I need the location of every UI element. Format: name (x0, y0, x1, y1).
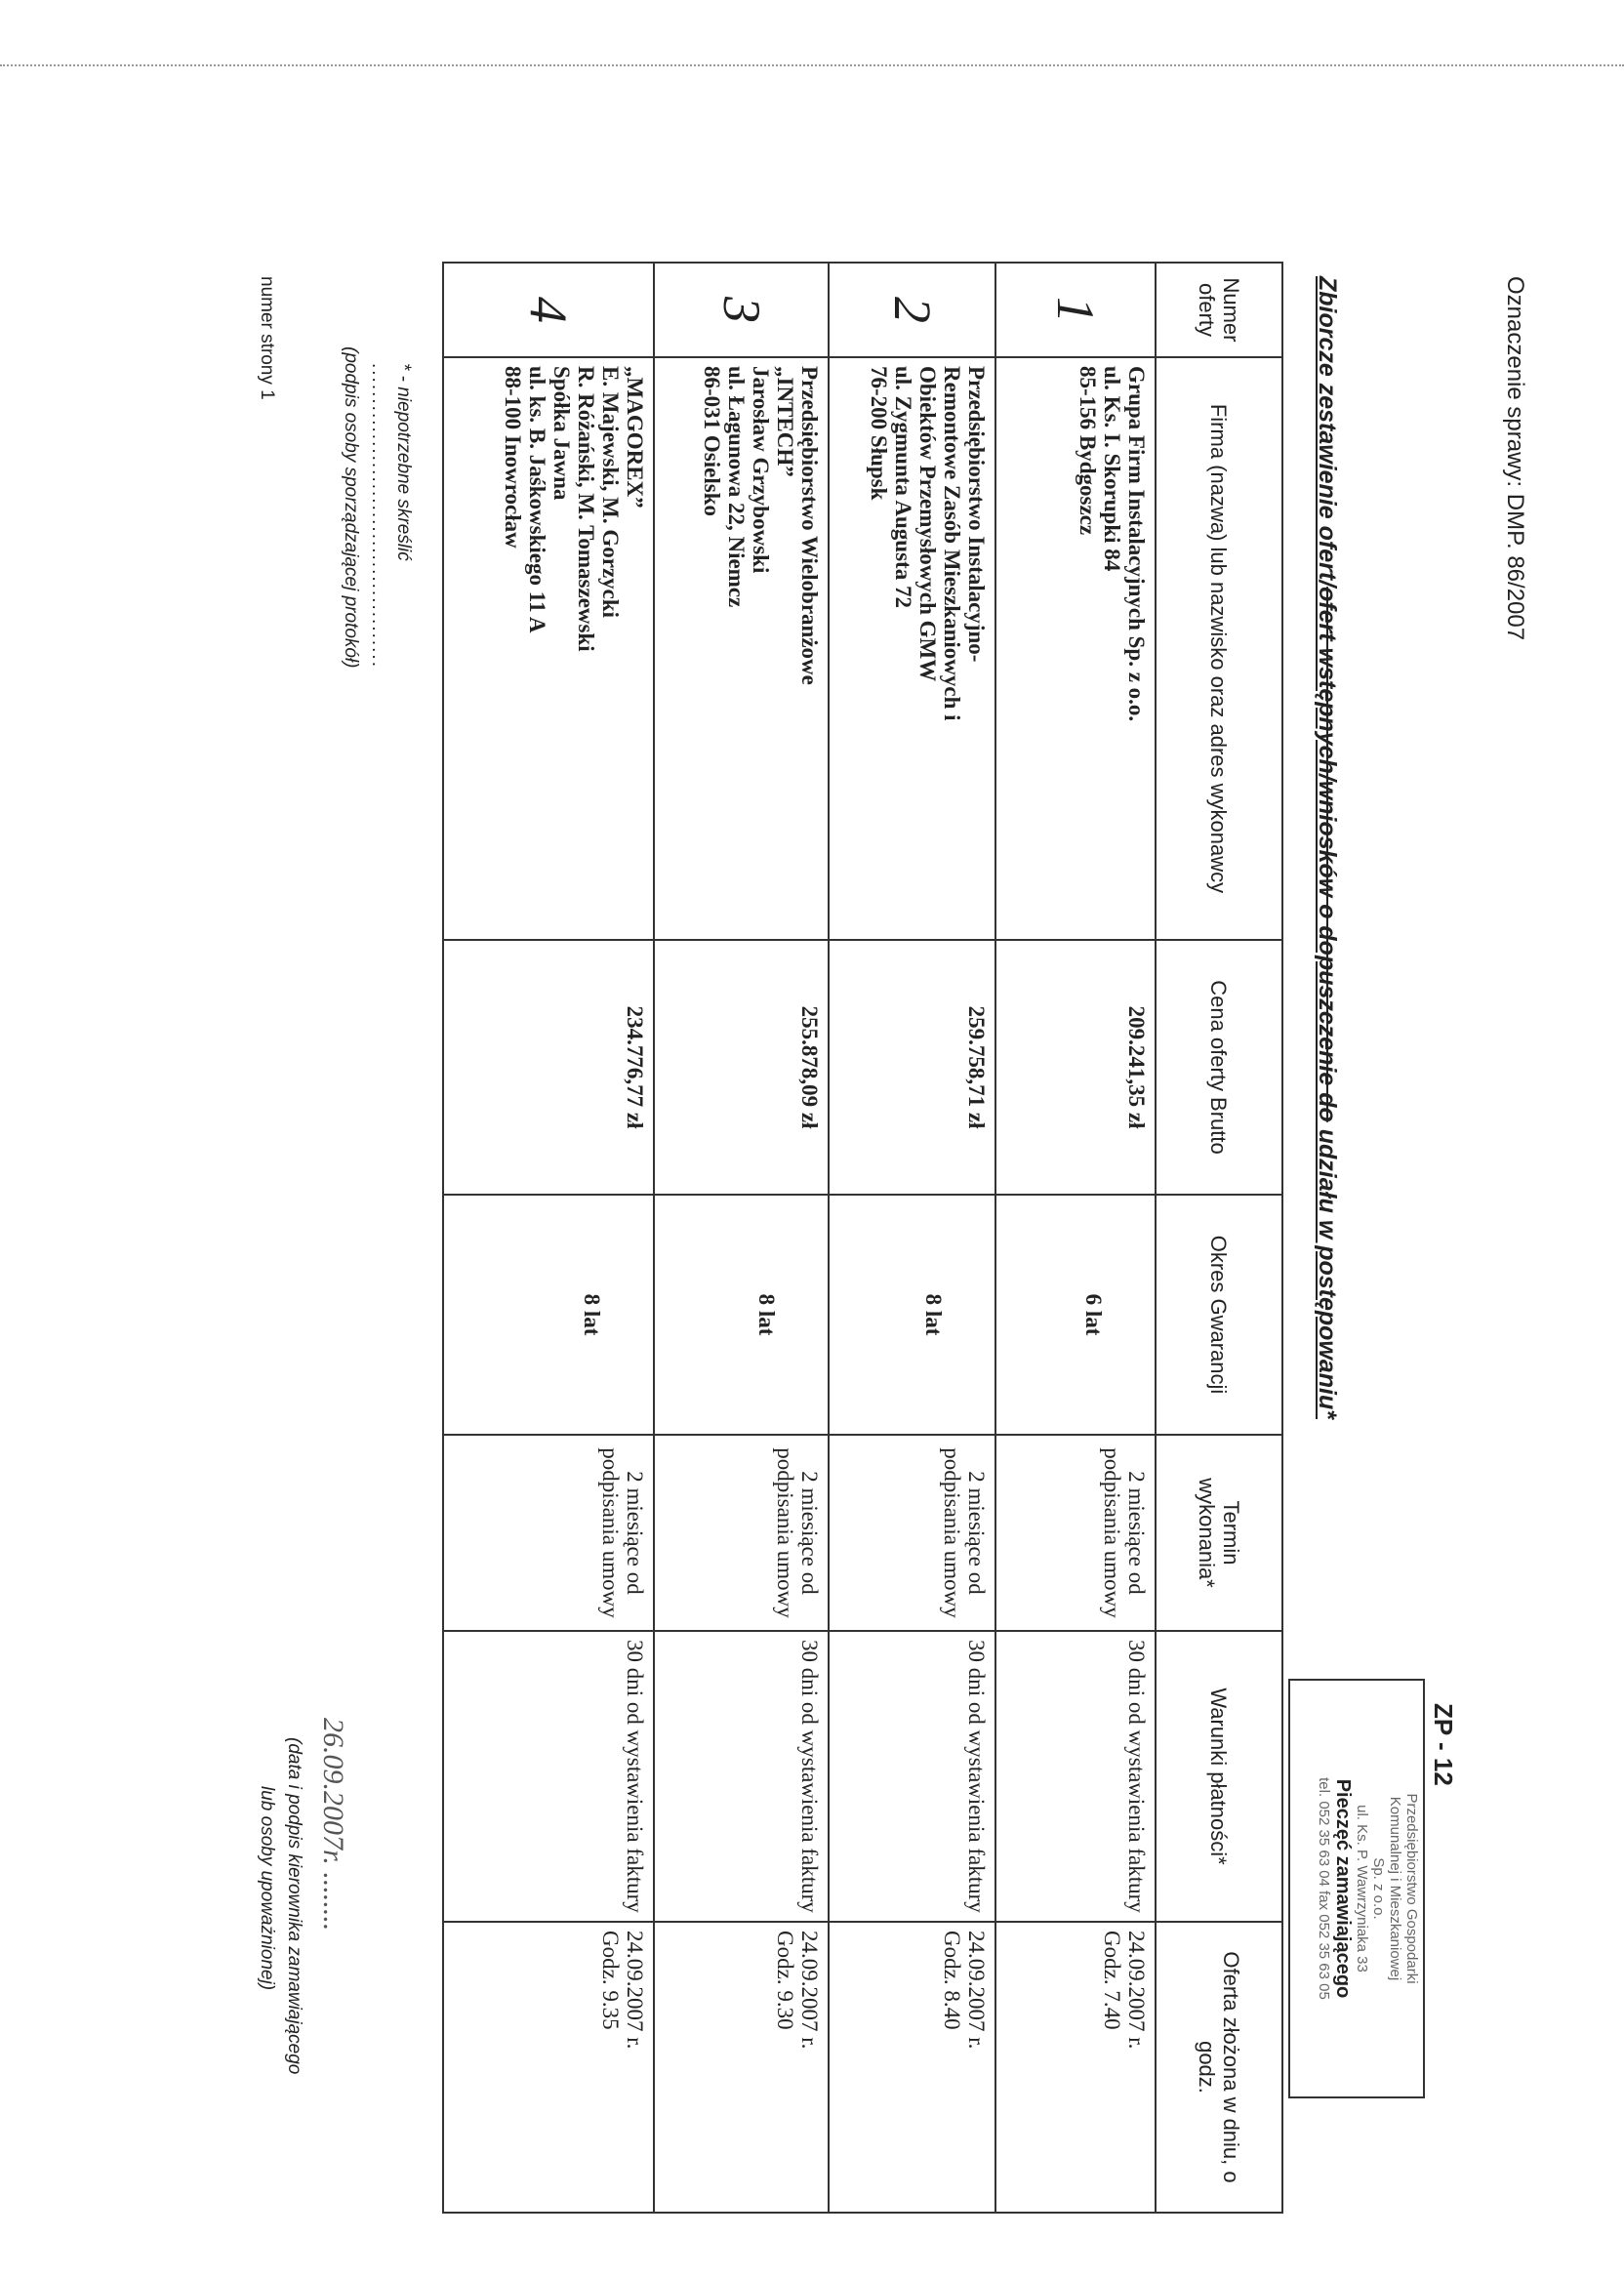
column-header: Warunki płatności* (1156, 1631, 1282, 1922)
case-number: Oznaczenie sprawy: DMP. 86/2007 (1502, 276, 1528, 641)
column-header: Oferta złożona w dniu, o godz. (1156, 1922, 1282, 2213)
offer-number: 2 (829, 263, 995, 357)
offers-table (442, 262, 1283, 2214)
table-row (654, 263, 829, 2213)
column-header: Numer oferty (1156, 263, 1282, 357)
warranty-cell: 8 lat (443, 1195, 654, 1435)
title-part: udziału w postępowaniu* (1314, 1121, 1341, 1419)
footnote: * - niepotrzebne skreślić (393, 363, 414, 561)
column-header: Termin wykonania* (1156, 1435, 1282, 1631)
table-row (829, 263, 995, 2213)
title-part: Zbiorcze zestawienie ofert/ (1314, 276, 1341, 588)
form-code: ZP - 12 (1429, 1703, 1458, 1786)
preparer-signature-caption: (podpis osoby sporządzającej protokół) (341, 346, 361, 669)
firm-cell: Grupa Firm Instalacyjnych Sp. z o.o. ul. Ks. I. Skorupki 84 85-156 Bydgoszcz (995, 357, 1156, 940)
stamp-line: Sp. z o.o. (1370, 1857, 1387, 1920)
scan-edge-line (0, 64, 1624, 66)
offer-number: 1 (995, 263, 1156, 357)
term-cell: 2 miesiące od podpisania umowy (829, 1435, 995, 1631)
manager-signature-caption: (data i podpis kierownika zamawiającego (284, 1737, 304, 2075)
warranty-cell: 8 lat (654, 1195, 829, 1435)
price-cell: 255.878,09 zł (654, 940, 829, 1195)
price-cell: 259.758,71 zł (829, 940, 995, 1195)
stamp-line: Przedsiębiorstwo Gospodarki (1403, 1793, 1420, 1984)
payment-cell: 30 dni od wystawienia faktury (829, 1631, 995, 1922)
offer-number: 4 (443, 263, 654, 357)
price-cell: 209.241,35 zł (995, 940, 1156, 1195)
table-header-row (1156, 263, 1282, 2213)
submitted-cell: 24.09.2007 r. Godz. 7.40 (995, 1922, 1156, 2213)
payment-cell: 30 dni od wystawienia faktury (995, 1631, 1156, 1922)
term-cell: 2 miesiące od podpisania umowy (995, 1435, 1156, 1631)
term-cell: 2 miesiące od podpisania umowy (443, 1435, 654, 1631)
price-cell: 234.776,77 zł (443, 940, 654, 1195)
payment-cell: 30 dni od wystawienia faktury (654, 1631, 829, 1922)
firm-cell: „MAGOREX” E. Majewski, M. Gorzycki R. Różański, M. Tomaszewski Spółka Jawna ul. ks. B. Jaśkowskiego 11 A 88-100 Inowrocław (443, 357, 654, 940)
submitted-cell: 24.09.2007 r. Godz. 9.30 (654, 1922, 829, 2213)
submitted-cell: 24.09.2007 r. Godz. 9.35 (443, 1922, 654, 2213)
stamp-label: Pieczęć zamawiającego (1332, 1778, 1354, 1999)
submitted-cell: 24.09.2007 r. Godz. 8.40 (829, 1922, 995, 2213)
manager-signature-caption-2: lub osoby upoważnionej) (257, 1786, 277, 1991)
offer-number: 3 (654, 263, 829, 357)
warranty-cell: 6 lat (995, 1195, 1156, 1435)
firm-cell: Przedsiębiorstwo Wielobranżowe „INTECH” Jarosław Grzybowski ul. Łagunowa 22, Niemcz 86-031 Osielsko (654, 357, 829, 940)
organization-stamp (1288, 1679, 1425, 2098)
signature-line: ........................................... (368, 363, 388, 669)
firm-cell: Przedsiębiorstwo Instalacyjno- Remontowe Zasób Mieszkaniowych i Obiektów Przemysłowych GMW ul. Zygmunta Augusta 72 76-200 Słupsk (829, 357, 995, 940)
title-struck-part: ofert wstępnych/wniosków o dopuszczenie do (1314, 587, 1341, 1122)
stamp-line: ul. Ks. P. Wawrzyniaka 33 (1354, 1805, 1370, 1973)
column-header: Cena oferty Brutto (1156, 940, 1282, 1195)
warranty-cell: 8 lat (829, 1195, 995, 1435)
table-row (443, 263, 654, 2213)
document-title (1313, 276, 1341, 1419)
payment-cell: 30 dni od wystawienia faktury (443, 1631, 654, 1922)
page-number: numer strony 1 (257, 276, 277, 400)
table-row (995, 263, 1156, 2213)
date-signature: 26.09.2007r. ........ (317, 1718, 349, 1932)
term-cell: 2 miesiące od podpisania umowy (654, 1435, 829, 1631)
stamp-line: tel. 052 35 63 04 fax 052 35 63 05 (1316, 1777, 1332, 2000)
column-header: Firma (nazwa) lub nazwisko oraz adres wykonawcy (1156, 357, 1282, 940)
column-header: Okres Gwarancji (1156, 1195, 1282, 1435)
stamp-line: Komunalnej i Mieszkaniowej (1387, 1796, 1403, 1981)
